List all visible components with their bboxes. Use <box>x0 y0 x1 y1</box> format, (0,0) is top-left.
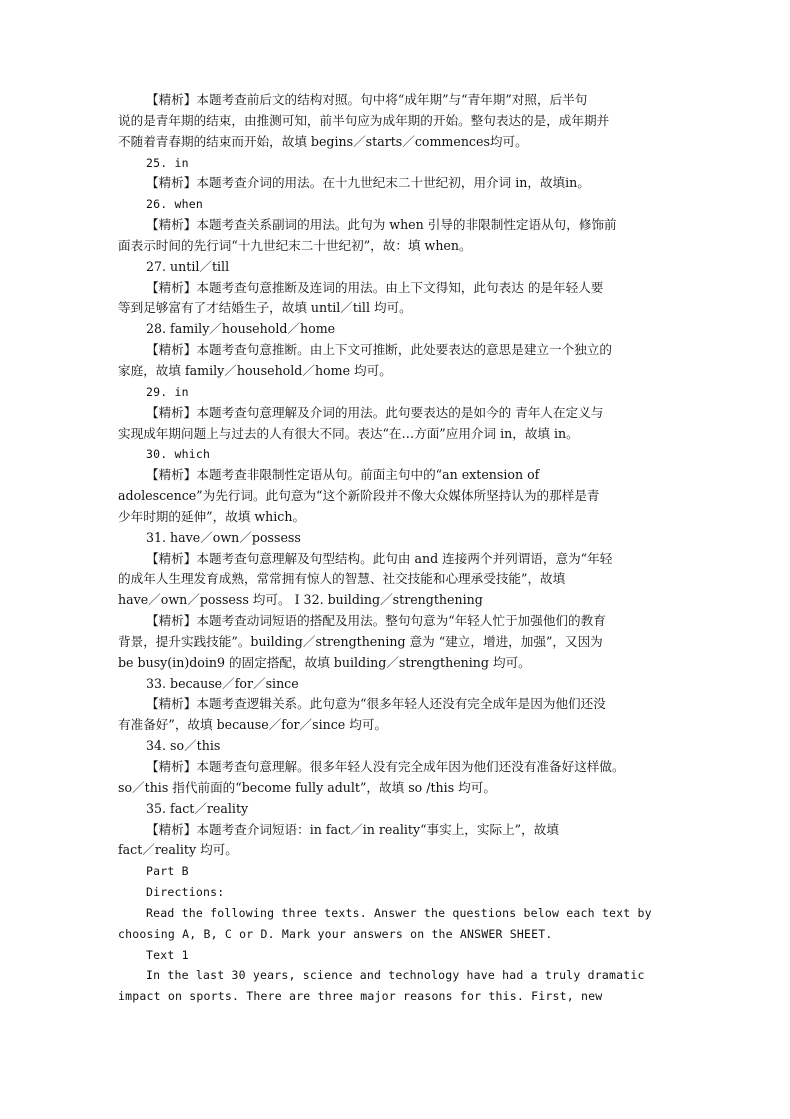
text-line: 【精析】本题考查逻辑关系。此句意为“很多年轻人还没有完全成年是因为他们还没 <box>146 696 606 712</box>
text-line: 不随着青春期的结束而开始，故填 begins／starts／commences均可。 <box>118 133 528 149</box>
text-line: In the last 30 years, science and technology have had a truly dramatic <box>146 968 645 983</box>
text-line: 有准备好”，故填 because／for／since 均可。 <box>118 717 388 733</box>
text-line: 30. which <box>146 447 211 462</box>
text-line: 【精析】本题考查关系副词的用法。此句为 when 引导的非限制性定语从句，修饰前 <box>146 217 617 233</box>
text-line: 说的是青年期的结束，由推测可知，前半句应为成年期的开始。整句表达的是，成年期并 <box>118 112 610 128</box>
text-line: 25. in <box>146 155 189 170</box>
text-line: Directions: <box>146 885 225 900</box>
text-line: Part B <box>146 864 189 879</box>
text-line: 28. family／household／home <box>146 321 336 337</box>
text-line: 35. fact／reality <box>146 800 249 816</box>
text-line: 【精析】本题考查句意理解及介词的用法。此句要表达的是如今的 青年人在定义与 <box>146 404 604 420</box>
text-line: 【精析】本题考查句意推断。由上下文可推断，此处要表达的意思是建立一个独立的 <box>146 342 612 358</box>
text-line: 33. because／for／since <box>146 675 299 691</box>
text-line: 【精析】本题考查介词短语：in fact／in reality“事实上，实际上”，故填 <box>146 821 559 837</box>
text-line: 家庭，故填 family／household／home 均可。 <box>118 362 392 378</box>
text-line: 【精析】本题考查前后文的结构对照。句中将“成年期”与“青年期”对照，后半句 <box>146 92 588 107</box>
text-line: Read the following three texts. Answer the questions below each text by <box>146 905 652 920</box>
text-line: 等到足够富有了才结婚生子，故填 until／till 均可。 <box>118 300 412 316</box>
text-line: 【精析】本题考查动词短语的搭配及用法。整句句意为“年轻人忙于加强他们的教育 <box>146 613 606 629</box>
text-line: 29. in <box>146 384 189 399</box>
text-line: 【精析】本题考查句意推断及连词的用法。由上下文得知，此句表达 的是年轻人要 <box>146 279 604 295</box>
text-line: Text 1 <box>146 947 189 962</box>
text-line: 实现成年期问题上与过去的人有很大不同。表达“在…方面”应用介词 in，故填 in。 <box>118 425 579 441</box>
text-line: 31. have／own／possess <box>146 529 301 545</box>
text-line: 【精析】本题考查句意理解及句型结构。此句由 and 连接两个并列谓语，意为“年轻 <box>146 550 613 566</box>
text-line: so／this 指代前面的“become fully adult”，故填 so /this 均可。 <box>118 779 496 795</box>
text-line: 34. so／this <box>146 738 221 754</box>
document-page <box>118 90 678 1007</box>
text-line: impact on sports. There are three major reasons for this. First, new <box>118 989 603 1004</box>
text-line: 背景，提升实践技能”。building／strengthening 意为 “建立，增进，加强”，又因为 <box>118 633 603 649</box>
text-line: 面表示时间的先行词“十九世纪末二十世纪初”，故：填 when。 <box>118 237 472 253</box>
text-line: adolescence”为先行词。此句意为“这个新阶段并不像大众媒体所坚持认为的那样是青 <box>118 488 600 504</box>
text-line: 【精析】本题考查非限制性定语从句。前面主句中的“an extension of <box>146 467 540 483</box>
text-line: 27. until／till <box>146 258 230 274</box>
text-line: fact／reality 均可。 <box>118 842 238 858</box>
text-line: 的成年人生理发育成熟，常常拥有惊人的智慧、社交技能和心理承受技能”，故填 <box>118 571 566 587</box>
text-line: choosing A, B, C or D. Mark your answers on the ANSWER SHEET. <box>118 926 553 941</box>
text-line: be busy(in)doin9 的固定搭配，故填 building／strengthening 均可。 <box>118 654 531 670</box>
text-line: 【精析】本题考查介词的用法。在十九世纪末二十世纪初，用介词 in，故填in。 <box>146 175 590 191</box>
text-line: 26. when <box>146 197 203 212</box>
text-line: 【精析】本题考查句意理解。很多年轻人没有完全成年因为他们还没有准备好这样做。 <box>146 759 625 774</box>
text-line: 少年时期的延伸”，故填 which。 <box>118 508 306 524</box>
text-line: have／own／possess 均可。 I 32. building／strengthening <box>118 592 483 608</box>
